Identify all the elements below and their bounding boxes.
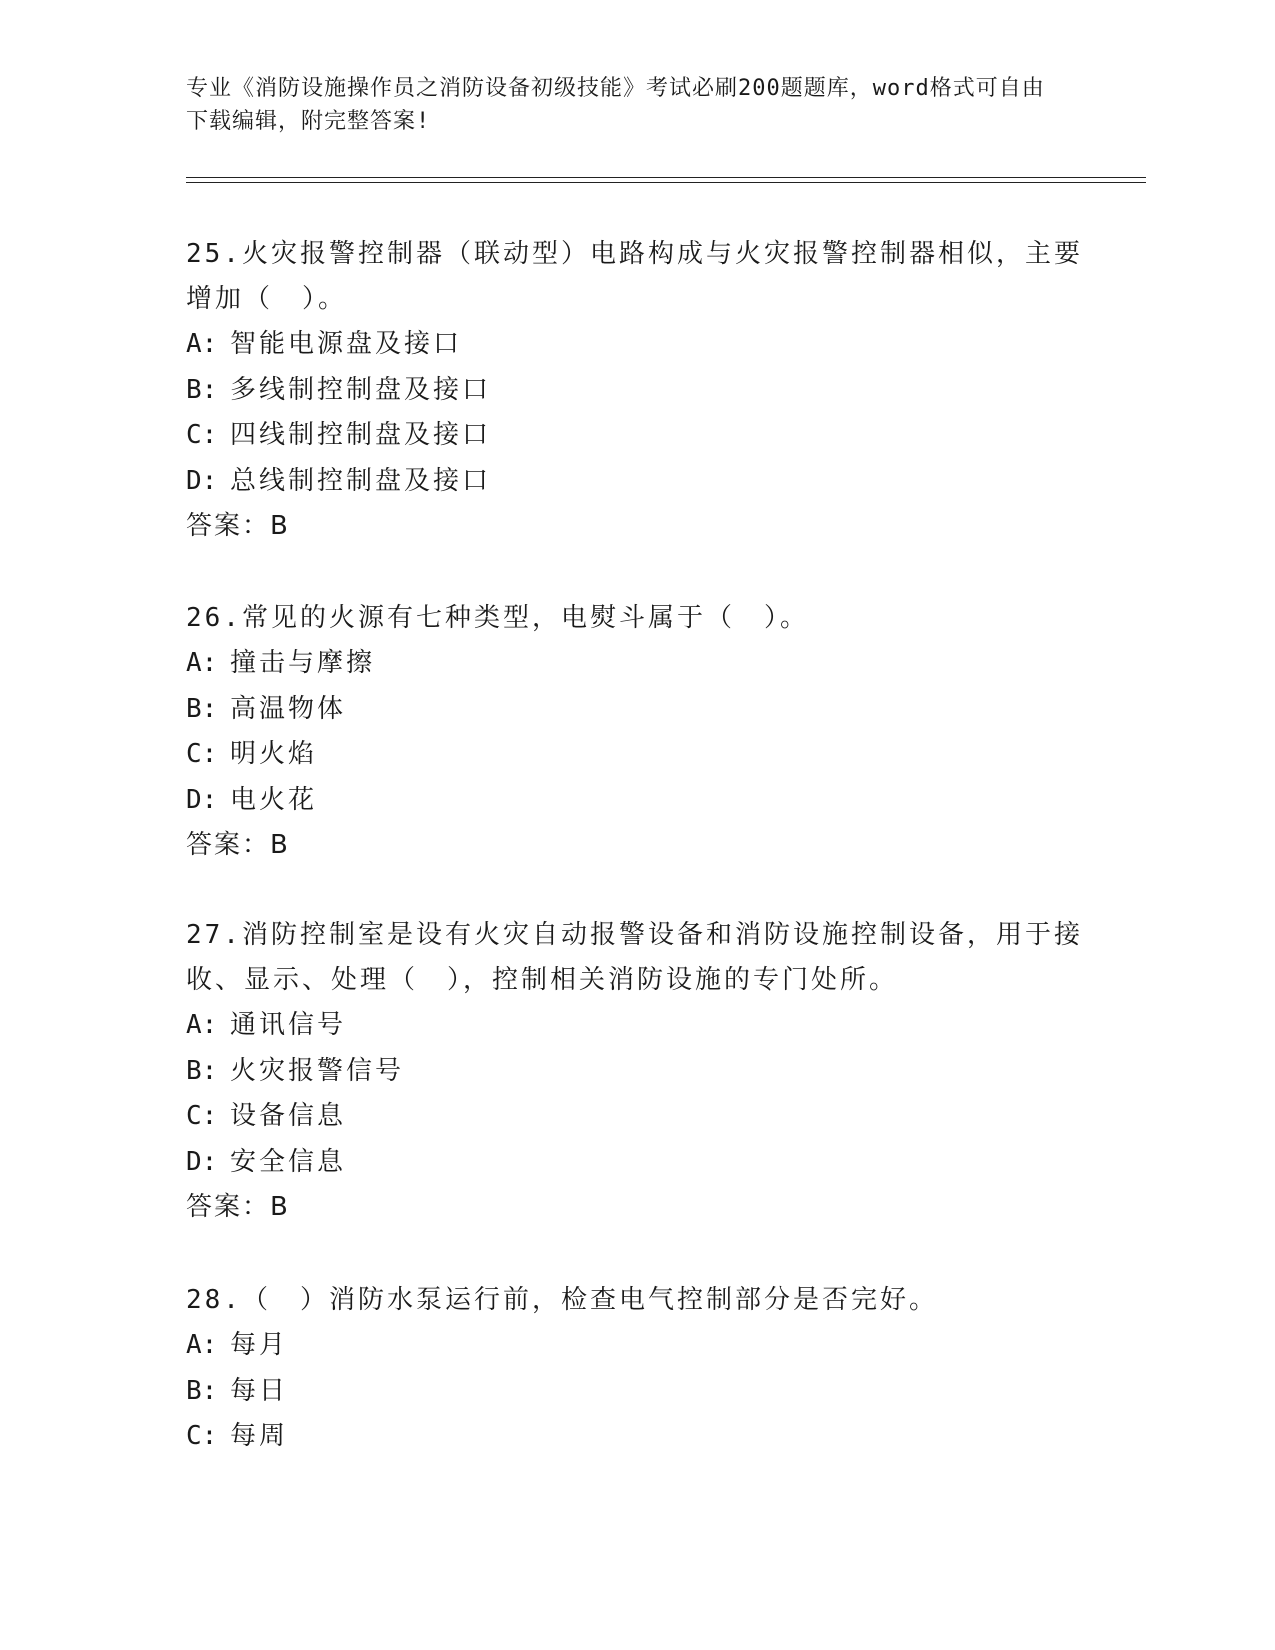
option-text: 通讯信号 bbox=[230, 1010, 347, 1040]
question-28 bbox=[186, 1278, 1086, 1460]
option-key: C: bbox=[186, 1421, 218, 1451]
option-key: A: bbox=[186, 648, 218, 678]
question-stem: 26.常见的火源有七种类型，电熨斗属于（ ）。 bbox=[186, 603, 809, 633]
option-d bbox=[186, 1140, 1086, 1186]
option-text: 高温物体 bbox=[230, 693, 347, 724]
option-text: 安全信息 bbox=[230, 1146, 347, 1177]
option-text: 智能电源盘及接口 bbox=[230, 329, 463, 359]
header-divider-bottom bbox=[186, 182, 1146, 183]
option-key: D: bbox=[186, 784, 218, 815]
option-text: 每日 bbox=[230, 1375, 289, 1406]
option-key: C: bbox=[186, 420, 218, 450]
option-text: 电火花 bbox=[230, 784, 318, 815]
question-26 bbox=[186, 596, 1086, 869]
option-key: B: bbox=[186, 693, 218, 724]
option-key: D: bbox=[186, 465, 218, 496]
question-stem: 28.（ ）消防水泵运行前，检查电气控制部分是否完好。 bbox=[186, 1285, 938, 1315]
option-text: 明火焰 bbox=[230, 739, 318, 769]
option-key: B: bbox=[186, 374, 218, 405]
option-text: 四线制控制盘及接口 bbox=[230, 420, 492, 450]
option-key: B: bbox=[186, 1375, 218, 1406]
option-text: 多线制控制盘及接口 bbox=[230, 374, 492, 405]
header-divider-top bbox=[186, 177, 1146, 178]
question-stem: 27.消防控制室是设有火灾自动报警设备和消防设施控制设备，用于接收、显示、处理（ ），控制相关消防设施的专门处所。 bbox=[186, 920, 1083, 995]
option-key: C: bbox=[186, 739, 218, 769]
question-stem: 25.火灾报警控制器（联动型）电路构成与火灾报警控制器相似，主要增加（ ）。 bbox=[186, 239, 1083, 314]
option-c bbox=[186, 1414, 1086, 1460]
option-a bbox=[186, 1323, 1086, 1369]
option-text: 总线制控制盘及接口 bbox=[230, 465, 492, 496]
option-key: C: bbox=[186, 1101, 218, 1131]
option-text: 每周 bbox=[230, 1421, 289, 1451]
option-a bbox=[186, 1003, 1086, 1049]
answer-line: 答案：B bbox=[186, 830, 290, 860]
answer-line: 答案：B bbox=[186, 1192, 290, 1222]
option-key: B: bbox=[186, 1055, 218, 1086]
option-b bbox=[186, 1049, 1086, 1095]
option-c bbox=[186, 732, 1086, 778]
option-d bbox=[186, 778, 1086, 824]
option-key: A: bbox=[186, 329, 218, 359]
question-25 bbox=[186, 232, 1086, 550]
option-text: 设备信息 bbox=[230, 1101, 347, 1131]
option-b bbox=[186, 368, 1086, 414]
option-text: 撞击与摩擦 bbox=[230, 648, 376, 678]
option-a bbox=[186, 641, 1086, 687]
option-text: 火灾报警信号 bbox=[230, 1055, 405, 1086]
option-b bbox=[186, 1369, 1086, 1415]
option-d bbox=[186, 459, 1086, 505]
option-text: 每月 bbox=[230, 1330, 289, 1360]
option-key: A: bbox=[186, 1330, 218, 1360]
document-header: 专业《消防设施操作员之消防设备初级技能》考试必刷200题题库，word格式可自由下载编辑，附完整答案! bbox=[186, 76, 1045, 134]
option-a bbox=[186, 322, 1086, 368]
option-b bbox=[186, 687, 1086, 733]
option-c bbox=[186, 413, 1086, 459]
option-key: A: bbox=[186, 1010, 218, 1040]
option-c bbox=[186, 1094, 1086, 1140]
option-key: D: bbox=[186, 1146, 218, 1177]
answer-line: 答案：B bbox=[186, 511, 290, 541]
question-27 bbox=[186, 913, 1086, 1231]
